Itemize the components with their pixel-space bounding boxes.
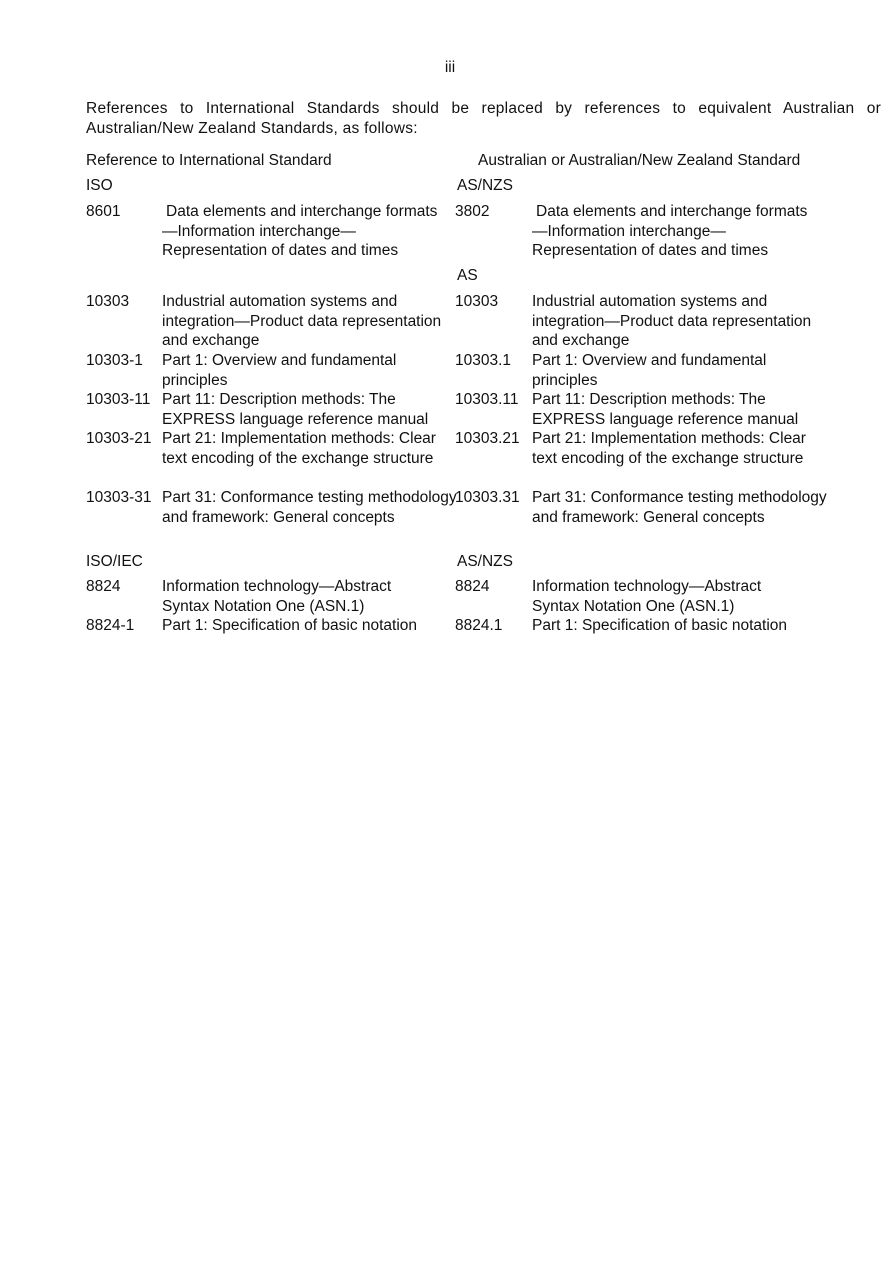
as-title: Part 21: Implementation methods: Clear text encoding of the exchange structure bbox=[532, 430, 806, 467]
as-code: 3802 bbox=[455, 203, 490, 220]
intro-paragraph bbox=[86, 99, 881, 138]
iso-code: 10303-1 bbox=[86, 352, 143, 369]
as-title: Part 1: Specification of basic notation bbox=[532, 617, 788, 634]
iso-title: Information technology—Abstract Syntax Notation One (ASN.1) bbox=[162, 578, 392, 615]
as-title: Industrial automation systems and integration—Product data representation and exchange bbox=[532, 293, 812, 349]
as-code: 10303.31 bbox=[455, 489, 520, 506]
intro-line-2: Australian/New Zealand Standards, as follows: bbox=[86, 119, 418, 137]
as-code: 10303 bbox=[455, 293, 499, 310]
iso-code: 8824-1 bbox=[86, 617, 135, 634]
iso-code: 10303-21 bbox=[86, 430, 152, 447]
group-label-as-nzs: AS/NZS bbox=[457, 177, 513, 194]
iso-title: Part 1: Specification of basic notation bbox=[162, 617, 418, 634]
as-title: Part 31: Conformance testing methodology and framework: General concepts bbox=[532, 489, 827, 526]
as-title: Part 11: Description methods: The EXPRESS language reference manual bbox=[532, 391, 799, 428]
as-code: 8824 bbox=[455, 578, 490, 595]
iso-title: Industrial automation systems and integration—Product data representation and exchange bbox=[162, 293, 442, 349]
group-label-iso-iec: ISO/IEC bbox=[86, 553, 143, 570]
iso-title: Part 1: Overview and fundamental principles bbox=[162, 352, 397, 389]
iso-code: 8601 bbox=[86, 203, 121, 220]
group-label-as-nzs: AS/NZS bbox=[457, 553, 513, 570]
as-title: Part 1: Overview and fundamental principles bbox=[532, 352, 767, 389]
iso-title: Data elements and interchange formats—Information interchange—Representation of dates and times bbox=[162, 203, 438, 259]
as-code: 10303.21 bbox=[455, 430, 520, 447]
iso-code: 10303-31 bbox=[86, 489, 152, 506]
header-international: Reference to International Standard bbox=[86, 152, 332, 169]
iso-title: Part 31: Conformance testing methodology and framework: General concepts bbox=[162, 489, 457, 526]
group-label-iso: ISO bbox=[86, 177, 113, 194]
iso-code: 10303-11 bbox=[86, 391, 151, 408]
header-australian: Australian or Australian/New Zealand Standard bbox=[478, 152, 801, 169]
iso-title: Part 11: Description methods: The EXPRESS language reference manual bbox=[162, 391, 429, 428]
as-code: 10303.11 bbox=[455, 391, 519, 408]
iso-code: 10303 bbox=[86, 293, 130, 310]
iso-title: Part 21: Implementation methods: Clear text encoding of the exchange structure bbox=[162, 430, 436, 467]
page-number: iii bbox=[444, 59, 456, 76]
as-title: Data elements and interchange formats—Information interchange—Representation of dates and times bbox=[532, 203, 808, 259]
as-title: Information technology—Abstract Syntax Notation One (ASN.1) bbox=[532, 578, 762, 615]
as-code: 8824.1 bbox=[455, 617, 503, 634]
as-code: 10303.1 bbox=[455, 352, 512, 369]
intro-line-1: References to International Standards should be replaced by references to equivalent Australian or bbox=[86, 100, 881, 117]
iso-code: 8824 bbox=[86, 578, 121, 595]
group-label-as: AS bbox=[457, 267, 478, 284]
